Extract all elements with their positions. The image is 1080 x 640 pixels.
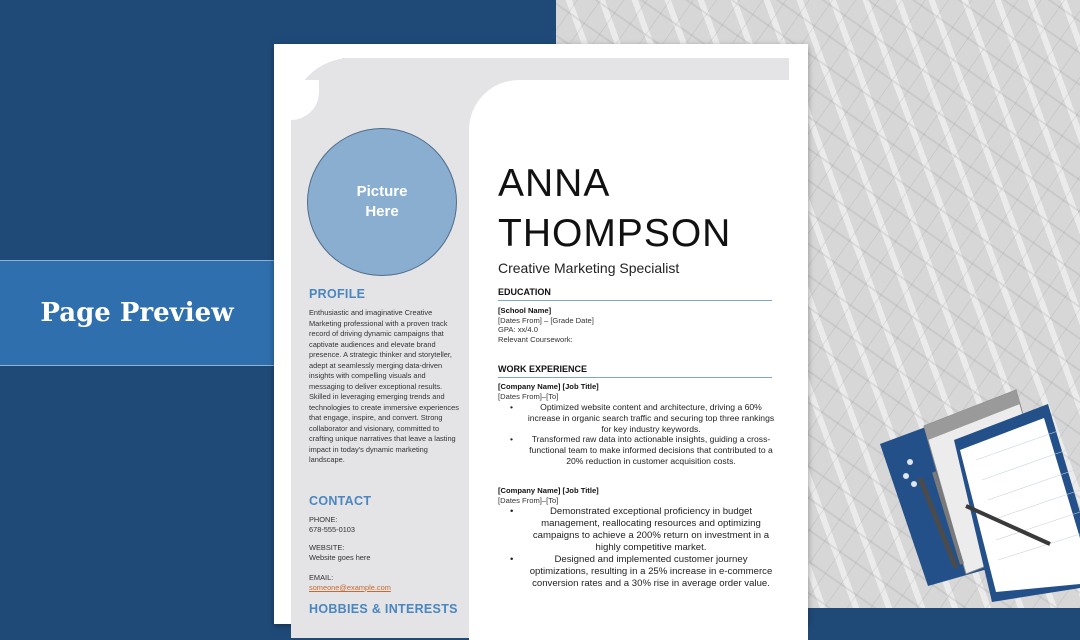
profile-heading: PROFILE	[309, 287, 366, 301]
profile-text: Enthusiastic and imaginative Creative Marketing professional with a proven track record of driving dynamic campaigns that captivate audiences and elevate brand presence. A strategic thinker and storyteller, adept at seamlessly merging data-driven insights with compelling visuals and messaging to deliver exceptional results. Skilled in leveraging emerging trends and technologies to create immersive experiences that engage, inspire, and convert. Strong collaborator and visionary, committed to crafting unique narratives that leave a lasting impact in today's dynamic marketing landscape.	[309, 308, 459, 464]
work-heading: WORK EXPERIENCE	[498, 364, 772, 378]
job-1-dates: [Dates From]–[To]	[498, 392, 559, 401]
job-1-title: [Company Name] [Job Title]	[498, 382, 599, 391]
page-preview-banner	[0, 260, 274, 366]
education-dates: [Dates From] – [Grade Date]	[498, 315, 594, 325]
education-heading: EDUCATION	[498, 287, 772, 301]
email-label: EMAIL:	[309, 573, 334, 582]
website-label: WEBSITE:	[309, 543, 345, 552]
school-name: [School Name]	[498, 306, 552, 315]
education-coursework: Relevant Coursework:	[498, 334, 573, 344]
list-item: • Transformed raw data into actionable insights, guiding a cross-functional team to make informed decisions that contributed to a 20% reduction in customer acquisition costs.	[510, 434, 778, 466]
job-1-bullets	[510, 402, 778, 467]
resume-page	[274, 44, 808, 624]
phone-value: 678-555-0103	[309, 525, 356, 534]
name-first: ANNA	[498, 162, 611, 205]
job-2-title: [Company Name] [Job Title]	[498, 486, 599, 495]
education-details	[498, 306, 594, 344]
notebook-pens-illustration	[880, 388, 1080, 608]
website-value: Website goes here	[309, 553, 371, 562]
list-item: • Demonstrated exceptional proficiency in budget management, reallocating resources and optimizing campaigns to achieve a 200% return on investment in a highly competitive market.	[510, 506, 778, 554]
email-value[interactable]	[309, 583, 391, 592]
email-link[interactable]: someone@example.com	[309, 583, 391, 592]
education-gpa: GPA: xx/4.0	[498, 325, 538, 335]
hobbies-heading: HOBBIES & INTERESTS	[309, 602, 458, 616]
list-item: • Optimized website content and architecture, driving a 60% increase in organic search traffic and securing top three rankings for key industry keywords.	[510, 402, 778, 434]
page-preview-label: Page Preview	[40, 298, 234, 328]
job-2-bullets	[510, 506, 778, 590]
photo-placeholder	[307, 128, 457, 276]
list-item: • Designed and implemented customer journey optimizations, resulting in a 25% increase in e-commerce conversion rates and a 30% rise in average order value.	[510, 554, 778, 590]
photo-placeholder-label: Picture Here	[356, 183, 408, 220]
job-2-dates: [Dates From]–[To]	[498, 496, 559, 505]
name-last: THOMPSON	[498, 212, 732, 255]
phone-label: PHONE:	[309, 515, 338, 524]
contact-heading: CONTACT	[309, 494, 372, 508]
job-subtitle: Creative Marketing Specialist	[498, 260, 680, 276]
